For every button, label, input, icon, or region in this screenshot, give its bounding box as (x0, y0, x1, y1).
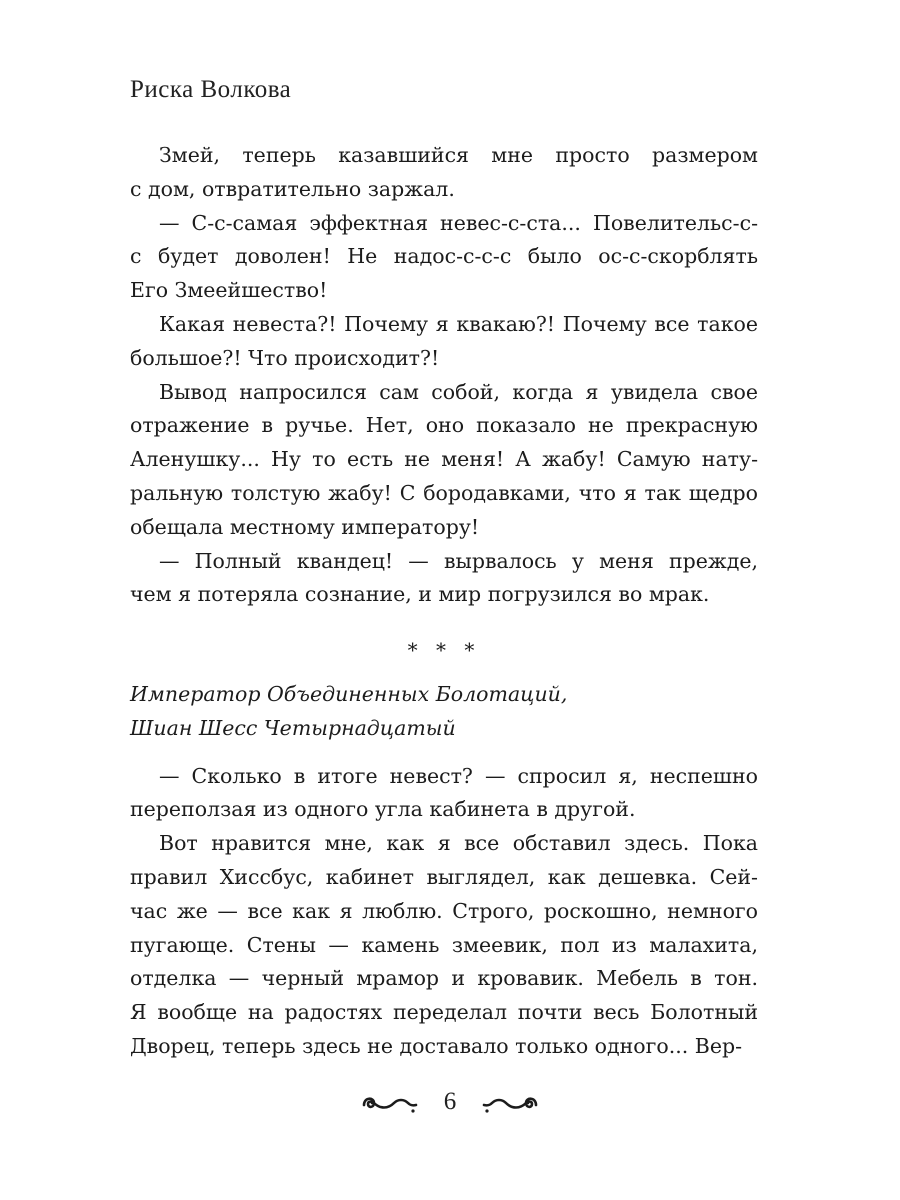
text-line: Какая невеста?! Почему я квакаю?! Почему все такое (159, 311, 758, 336)
paragraph (130, 827, 758, 1064)
text-line: Вывод напросился сам собой, когда я увидела свое (159, 379, 758, 404)
text-line: чем я потеряла сознание, и мир погрузился во мрак. (130, 582, 710, 607)
scene-separator: * * * (407, 638, 481, 663)
text-line: большое?! Что происходит?! (130, 345, 440, 370)
text-line: переползая из одного угла кабинета в другой. (130, 797, 636, 822)
paragraph (130, 139, 758, 207)
paragraphs-bottom (130, 760, 758, 1064)
text-line: отражение в ручье. Нет, оно показало не прекрасную (130, 413, 758, 438)
text-line: обещала местному императору! (130, 514, 480, 539)
swirl-ornament-right-icon (480, 1089, 540, 1115)
text-line: с дом, отвратительно заржал. (130, 176, 455, 201)
swirl-ornament-left-icon (360, 1089, 420, 1115)
paragraph (130, 760, 758, 828)
text-line: Аленушку... Ну то есть не меня! А жабу! Самую нату- (130, 447, 758, 472)
running-head-author: Риска Волкова (130, 76, 292, 103)
paragraph (130, 308, 758, 376)
text-line: с будет доволен! Не надос-с-с-с было ос-с-скорблять (130, 244, 758, 269)
section-heading-line: Шиан Шесс Четырнадцатый (130, 715, 456, 740)
page-footer (0, 1082, 900, 1122)
text-line: отделка — черный мрамор и кровавик. Мебель в тон. (130, 966, 758, 991)
paragraph (130, 207, 758, 308)
text-line: правил Хиссбус, кабинет выглядел, как дешевка. Сей- (130, 864, 758, 889)
section-heading-line: Император Объединенных Болотаций, (130, 681, 568, 706)
paragraph (130, 376, 758, 545)
text-line: Дворец, теперь здесь не доставало только одного... Вер- (130, 1033, 743, 1058)
text-line: Змей, теперь казавшийся мне просто размером (159, 143, 758, 167)
text-line: Я вообще на радостях переделал почти весь Болотный (130, 1000, 758, 1025)
page-number: 6 (443, 1088, 457, 1115)
paragraphs-top (130, 139, 758, 612)
text-line: ральную толстую жабу! С бородавками, что я так щедро (130, 480, 758, 505)
body-text (130, 139, 758, 1064)
section-heading (130, 678, 758, 746)
text-line: — С-с-самая эффектная невес-с-ста... Повелительс-с- (159, 210, 758, 235)
text-line: — Сколько в итоге невест? — спросил я, неспешно (159, 763, 758, 788)
text-line: Его Змеейшество! (130, 278, 328, 303)
text-line: час же — все как я люблю. Строго, роскошно, немного (130, 898, 758, 923)
text-line: Вот нравится мне, как я все обставил здесь. Пока (159, 831, 758, 856)
text-line: — Полный квандец! — вырвалось у меня прежде, (159, 548, 758, 573)
text-line: пугающе. Стены — камень змеевик, пол из малахита, (130, 932, 758, 957)
paragraph (130, 545, 758, 613)
